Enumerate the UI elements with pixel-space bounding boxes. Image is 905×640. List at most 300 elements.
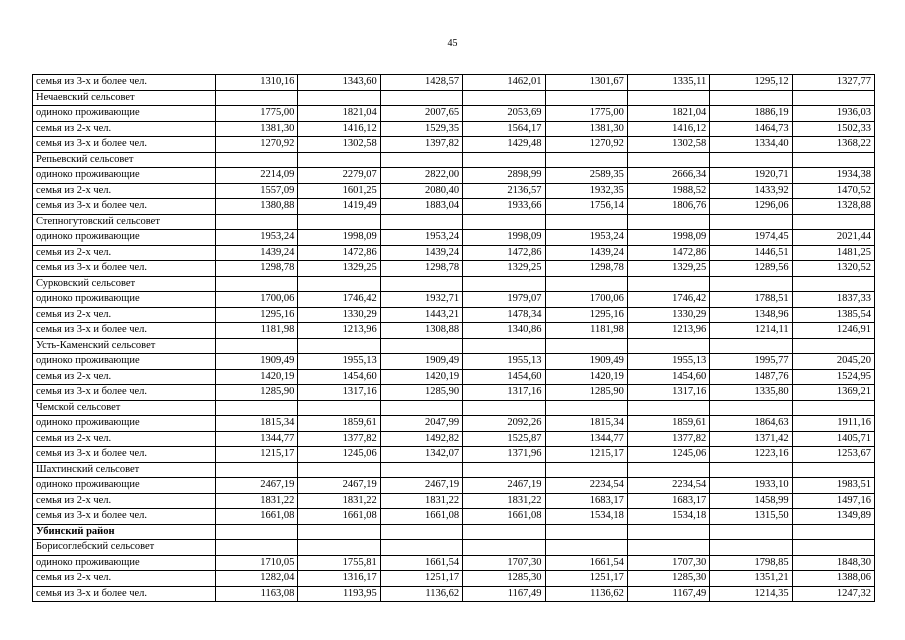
table-cell-value: 1955,13 <box>298 354 380 370</box>
empty-cell <box>380 540 462 556</box>
table-cell-value: 1245,06 <box>298 447 380 463</box>
table-cell-value: 2136,57 <box>463 183 545 199</box>
table-cell-value: 1317,16 <box>298 385 380 401</box>
empty-cell <box>627 214 709 230</box>
settlement-name: Борисоглебский сельсовет <box>33 540 216 556</box>
table-cell-value: 1193,95 <box>298 586 380 602</box>
table-cell-value: 1420,19 <box>545 369 627 385</box>
table-cell-value: 1344,77 <box>216 431 298 447</box>
empty-cell <box>216 338 298 354</box>
empty-cell <box>545 152 627 168</box>
empty-cell <box>627 524 709 540</box>
table-cell-value: 1296,06 <box>710 199 792 215</box>
settlement-heading-row <box>33 214 875 230</box>
table-row <box>33 385 875 401</box>
empty-cell <box>298 276 380 292</box>
table-cell-value: 1909,49 <box>380 354 462 370</box>
table-cell-value: 1270,92 <box>216 137 298 153</box>
empty-cell <box>627 152 709 168</box>
table-cell-value: 1821,04 <box>298 106 380 122</box>
table-cell-value: 1329,25 <box>463 261 545 277</box>
table-row <box>33 555 875 571</box>
table-cell-value: 2234,54 <box>627 478 709 494</box>
cost-table <box>32 74 875 602</box>
table-cell-value: 1349,89 <box>792 509 874 525</box>
table-cell-value: 1329,25 <box>627 261 709 277</box>
table-cell-value: 1798,85 <box>710 555 792 571</box>
table-cell-value: 1329,25 <box>298 261 380 277</box>
settlement-heading-row <box>33 276 875 292</box>
table-cell-value: 1601,25 <box>298 183 380 199</box>
table-cell-value: 1251,17 <box>545 571 627 587</box>
empty-cell <box>298 90 380 106</box>
table-row <box>33 354 875 370</box>
table-row <box>33 307 875 323</box>
table-cell-value: 1317,16 <box>627 385 709 401</box>
empty-cell <box>463 152 545 168</box>
table-row <box>33 230 875 246</box>
table-cell-value: 1301,67 <box>545 75 627 91</box>
empty-cell <box>380 338 462 354</box>
table-cell-value: 1381,30 <box>216 121 298 137</box>
table-cell-value: 1377,82 <box>627 431 709 447</box>
row-label: семья из 3-х и более чел. <box>33 447 216 463</box>
table-cell-value: 1328,88 <box>792 199 874 215</box>
table-cell-value: 1295,16 <box>545 307 627 323</box>
table-row <box>33 447 875 463</box>
table-cell-value: 1837,33 <box>792 292 874 308</box>
settlement-name: Репьевский сельсовет <box>33 152 216 168</box>
table-cell-value: 1557,09 <box>216 183 298 199</box>
table-cell-value: 1213,96 <box>298 323 380 339</box>
row-label: одиноко проживающие <box>33 106 216 122</box>
empty-cell <box>216 524 298 540</box>
table-cell-value: 1462,01 <box>463 75 545 91</box>
empty-cell <box>627 540 709 556</box>
settlement-name: Чемской сельсовет <box>33 400 216 416</box>
table-cell-value: 1710,05 <box>216 555 298 571</box>
table-cell-value: 1933,66 <box>463 199 545 215</box>
table-cell-value: 2898,99 <box>463 168 545 184</box>
table-cell-value: 1955,13 <box>463 354 545 370</box>
empty-cell <box>792 540 874 556</box>
table-cell-value: 1246,91 <box>792 323 874 339</box>
table-cell-value: 1983,51 <box>792 478 874 494</box>
table-cell-value: 1348,96 <box>710 307 792 323</box>
row-label: семья из 3-х и более чел. <box>33 509 216 525</box>
table-cell-value: 1419,49 <box>298 199 380 215</box>
empty-cell <box>627 338 709 354</box>
settlement-heading-row <box>33 338 875 354</box>
row-label: семья из 3-х и более чел. <box>33 385 216 401</box>
table-row <box>33 509 875 525</box>
empty-cell <box>792 214 874 230</box>
empty-cell <box>380 214 462 230</box>
table-cell-value: 1381,30 <box>545 121 627 137</box>
table-cell-value: 1775,00 <box>545 106 627 122</box>
table-cell-value: 1886,19 <box>710 106 792 122</box>
table-cell-value: 1661,54 <box>545 555 627 571</box>
table-cell-value: 1815,34 <box>545 416 627 432</box>
table-cell-value: 1416,12 <box>298 121 380 137</box>
table-row <box>33 431 875 447</box>
empty-cell <box>627 400 709 416</box>
table-cell-value: 1335,80 <box>710 385 792 401</box>
table-cell-value: 1998,09 <box>627 230 709 246</box>
table-cell-value: 2589,35 <box>545 168 627 184</box>
row-label: одиноко проживающие <box>33 292 216 308</box>
table-cell-value: 1788,51 <box>710 292 792 308</box>
table-cell-value: 1439,24 <box>380 245 462 261</box>
table-cell-value: 1746,42 <box>298 292 380 308</box>
empty-cell <box>298 214 380 230</box>
empty-cell <box>216 214 298 230</box>
table-cell-value: 1534,18 <box>627 509 709 525</box>
table-cell-value: 1302,58 <box>298 137 380 153</box>
table-cell-value: 1524,95 <box>792 369 874 385</box>
table-cell-value: 1285,90 <box>545 385 627 401</box>
table-cell-value: 2467,19 <box>463 478 545 494</box>
table-cell-value: 2234,54 <box>545 478 627 494</box>
table-cell-value: 1661,08 <box>463 509 545 525</box>
table-cell-value: 2666,34 <box>627 168 709 184</box>
table-row <box>33 245 875 261</box>
table-cell-value: 1136,62 <box>380 586 462 602</box>
empty-cell <box>298 462 380 478</box>
table-cell-value: 1911,16 <box>792 416 874 432</box>
table-cell-value: 1746,42 <box>627 292 709 308</box>
table-cell-value: 1933,10 <box>710 478 792 494</box>
empty-cell <box>298 540 380 556</box>
empty-cell <box>627 462 709 478</box>
table-cell-value: 1330,29 <box>627 307 709 323</box>
table-cell-value: 1439,24 <box>545 245 627 261</box>
empty-cell <box>463 462 545 478</box>
table-cell-value: 1756,14 <box>545 199 627 215</box>
row-label: семья из 2-х чел. <box>33 431 216 447</box>
table-cell-value: 1433,92 <box>710 183 792 199</box>
table-cell-value: 2080,40 <box>380 183 462 199</box>
table-cell-value: 1335,11 <box>627 75 709 91</box>
table-body <box>33 75 875 602</box>
table-cell-value: 1454,60 <box>463 369 545 385</box>
table-cell-value: 1371,42 <box>710 431 792 447</box>
table-cell-value: 1502,33 <box>792 121 874 137</box>
settlement-heading-row <box>33 400 875 416</box>
row-label: одиноко проживающие <box>33 416 216 432</box>
table-cell-value: 1295,12 <box>710 75 792 91</box>
table-cell-value: 1308,88 <box>380 323 462 339</box>
table-cell-value: 1388,06 <box>792 571 874 587</box>
table-cell-value: 1371,96 <box>463 447 545 463</box>
table-cell-value: 1859,61 <box>298 416 380 432</box>
settlement-heading-row <box>33 90 875 106</box>
table-cell-value: 2214,09 <box>216 168 298 184</box>
empty-cell <box>627 90 709 106</box>
table-cell-value: 1955,13 <box>627 354 709 370</box>
table-cell-value: 1683,17 <box>545 493 627 509</box>
row-label: семья из 3-х и более чел. <box>33 323 216 339</box>
table-cell-value: 1317,16 <box>463 385 545 401</box>
table-cell-value: 1472,86 <box>298 245 380 261</box>
table-cell-value: 1831,22 <box>463 493 545 509</box>
empty-cell <box>792 338 874 354</box>
table-cell-value: 1470,52 <box>792 183 874 199</box>
table-row <box>33 323 875 339</box>
table-row <box>33 292 875 308</box>
table-cell-value: 1683,17 <box>627 493 709 509</box>
table-row <box>33 183 875 199</box>
row-label: одиноко проживающие <box>33 354 216 370</box>
table-row <box>33 416 875 432</box>
row-label: одиноко проживающие <box>33 478 216 494</box>
table-cell-value: 1497,16 <box>792 493 874 509</box>
table-cell-value: 1405,71 <box>792 431 874 447</box>
table-cell-value: 1167,49 <box>627 586 709 602</box>
table-cell-value: 1167,49 <box>463 586 545 602</box>
page-number: 45 <box>447 38 458 49</box>
table-cell-value: 1700,06 <box>545 292 627 308</box>
table-cell-value: 1342,07 <box>380 447 462 463</box>
settlement-heading-row <box>33 152 875 168</box>
table-cell-value: 1953,24 <box>380 230 462 246</box>
empty-cell <box>463 214 545 230</box>
table-cell-value: 1472,86 <box>627 245 709 261</box>
table-row <box>33 106 875 122</box>
table-cell-value: 1454,60 <box>298 369 380 385</box>
table-cell-value: 1340,86 <box>463 323 545 339</box>
settlement-name: Сурковский сельсовет <box>33 276 216 292</box>
row-label: семья из 3-х и более чел. <box>33 586 216 602</box>
table-cell-value: 1334,40 <box>710 137 792 153</box>
empty-cell <box>216 276 298 292</box>
empty-cell <box>545 214 627 230</box>
table-cell-value: 1661,54 <box>380 555 462 571</box>
empty-cell <box>710 524 792 540</box>
table-cell-value: 2092,26 <box>463 416 545 432</box>
table-cell-value: 1864,63 <box>710 416 792 432</box>
table-cell-value: 2053,69 <box>463 106 545 122</box>
table-cell-value: 1859,61 <box>627 416 709 432</box>
table-cell-value: 1369,21 <box>792 385 874 401</box>
table-cell-value: 1534,18 <box>545 509 627 525</box>
empty-cell <box>463 400 545 416</box>
table-cell-value: 2467,19 <box>298 478 380 494</box>
empty-cell <box>710 338 792 354</box>
row-label: семья из 2-х чел. <box>33 121 216 137</box>
empty-cell <box>545 400 627 416</box>
empty-cell <box>545 338 627 354</box>
table-cell-value: 2822,00 <box>380 168 462 184</box>
table-cell-value: 1979,07 <box>463 292 545 308</box>
empty-cell <box>463 338 545 354</box>
table-row <box>33 137 875 153</box>
row-label: семья из 3-х и более чел. <box>33 261 216 277</box>
table-cell-value: 1454,60 <box>627 369 709 385</box>
table-cell-value: 1998,09 <box>463 230 545 246</box>
table-cell-value: 1420,19 <box>380 369 462 385</box>
table-cell-value: 1397,82 <box>380 137 462 153</box>
table-cell-value: 1439,24 <box>216 245 298 261</box>
table-cell-value: 1416,12 <box>627 121 709 137</box>
table-cell-value: 1446,51 <box>710 245 792 261</box>
table-row <box>33 75 875 91</box>
empty-cell <box>545 90 627 106</box>
table-cell-value: 1181,98 <box>545 323 627 339</box>
table-cell-value: 1429,48 <box>463 137 545 153</box>
empty-cell <box>380 276 462 292</box>
empty-cell <box>710 276 792 292</box>
table-cell-value: 1831,22 <box>298 493 380 509</box>
settlement-name: Степногутовский сельсовет <box>33 214 216 230</box>
table-cell-value: 1351,21 <box>710 571 792 587</box>
table-cell-value: 1315,50 <box>710 509 792 525</box>
row-label: одиноко проживающие <box>33 168 216 184</box>
table-cell-value: 1285,30 <box>463 571 545 587</box>
table-row <box>33 261 875 277</box>
table-cell-value: 1215,17 <box>216 447 298 463</box>
table-cell-value: 1295,16 <box>216 307 298 323</box>
empty-cell <box>298 338 380 354</box>
table-cell-value: 1492,82 <box>380 431 462 447</box>
empty-cell <box>545 540 627 556</box>
empty-cell <box>710 540 792 556</box>
table-cell-value: 1458,99 <box>710 493 792 509</box>
table-cell-value: 1163,08 <box>216 586 298 602</box>
settlement-name: Шахтинский сельсовет <box>33 462 216 478</box>
table-cell-value: 1298,78 <box>216 261 298 277</box>
table-cell-value: 1247,32 <box>792 586 874 602</box>
row-label: семья из 3-х и более чел. <box>33 199 216 215</box>
row-label: одиноко проживающие <box>33 230 216 246</box>
table-row <box>33 121 875 137</box>
table-cell-value: 1775,00 <box>216 106 298 122</box>
row-label: семья из 3-х и более чел. <box>33 137 216 153</box>
empty-cell <box>792 462 874 478</box>
row-label: одиноко проживающие <box>33 555 216 571</box>
table-cell-value: 2021,44 <box>792 230 874 246</box>
settlement-heading-row <box>33 462 875 478</box>
empty-cell <box>710 214 792 230</box>
table-cell-value: 1270,92 <box>545 137 627 153</box>
table-cell-value: 1215,17 <box>545 447 627 463</box>
row-label: семья из 2-х чел. <box>33 493 216 509</box>
table-cell-value: 1755,81 <box>298 555 380 571</box>
table-cell-value: 1564,17 <box>463 121 545 137</box>
empty-cell <box>545 462 627 478</box>
table-cell-value: 1214,35 <box>710 586 792 602</box>
row-label: семья из 3-х и более чел. <box>33 75 216 91</box>
empty-cell <box>380 152 462 168</box>
empty-cell <box>298 400 380 416</box>
table-cell-value: 1529,35 <box>380 121 462 137</box>
row-label: семья из 2-х чел. <box>33 245 216 261</box>
empty-cell <box>545 276 627 292</box>
table-row <box>33 168 875 184</box>
table-cell-value: 1472,86 <box>463 245 545 261</box>
settlement-name: Нечаевский сельсовет <box>33 90 216 106</box>
table-cell-value: 1806,76 <box>627 199 709 215</box>
table-cell-value: 1428,57 <box>380 75 462 91</box>
table-cell-value: 1214,11 <box>710 323 792 339</box>
empty-cell <box>792 90 874 106</box>
empty-cell <box>216 90 298 106</box>
table-cell-value: 2467,19 <box>216 478 298 494</box>
empty-cell <box>463 90 545 106</box>
table-cell-value: 1934,38 <box>792 168 874 184</box>
table-cell-value: 1700,06 <box>216 292 298 308</box>
empty-cell <box>380 462 462 478</box>
table-cell-value: 1213,96 <box>627 323 709 339</box>
empty-cell <box>216 540 298 556</box>
table-cell-value: 1136,62 <box>545 586 627 602</box>
table-cell-value: 1661,08 <box>298 509 380 525</box>
table-cell-value: 1988,52 <box>627 183 709 199</box>
table-cell-value: 2467,19 <box>380 478 462 494</box>
table-cell-value: 2047,99 <box>380 416 462 432</box>
table-cell-value: 1181,98 <box>216 323 298 339</box>
table-cell-value: 1909,49 <box>545 354 627 370</box>
empty-cell <box>380 90 462 106</box>
table-cell-value: 2045,20 <box>792 354 874 370</box>
district-name: Убинский район <box>33 524 216 540</box>
table-row <box>33 478 875 494</box>
table-cell-value: 1481,25 <box>792 245 874 261</box>
table-cell-value: 1707,30 <box>627 555 709 571</box>
row-label: семья из 2-х чел. <box>33 183 216 199</box>
empty-cell <box>463 540 545 556</box>
table-cell-value: 1995,77 <box>710 354 792 370</box>
empty-cell <box>216 462 298 478</box>
table-cell-value: 1525,87 <box>463 431 545 447</box>
table-cell-value: 1848,30 <box>792 555 874 571</box>
row-label: семья из 2-х чел. <box>33 369 216 385</box>
table-cell-value: 1831,22 <box>380 493 462 509</box>
table-cell-value: 1487,76 <box>710 369 792 385</box>
table-cell-value: 1285,30 <box>627 571 709 587</box>
table-cell-value: 1320,52 <box>792 261 874 277</box>
table-cell-value: 1289,56 <box>710 261 792 277</box>
empty-cell <box>380 524 462 540</box>
settlement-heading-row <box>33 540 875 556</box>
empty-cell <box>792 276 874 292</box>
table-cell-value: 1385,54 <box>792 307 874 323</box>
empty-cell <box>463 276 545 292</box>
table-cell-value: 1815,34 <box>216 416 298 432</box>
settlement-name: Усть-Каменский сельсовет <box>33 338 216 354</box>
empty-cell <box>545 524 627 540</box>
empty-cell <box>710 462 792 478</box>
table-cell-value: 1377,82 <box>298 431 380 447</box>
table-cell-value: 1298,78 <box>380 261 462 277</box>
table-cell-value: 1330,29 <box>298 307 380 323</box>
table-cell-value: 1932,71 <box>380 292 462 308</box>
table-cell-value: 1327,77 <box>792 75 874 91</box>
empty-cell <box>380 400 462 416</box>
table-cell-value: 1223,16 <box>710 447 792 463</box>
table-cell-value: 1909,49 <box>216 354 298 370</box>
table-cell-value: 1316,17 <box>298 571 380 587</box>
table-cell-value: 1245,06 <box>627 447 709 463</box>
empty-cell <box>792 152 874 168</box>
empty-cell <box>627 276 709 292</box>
table-cell-value: 1285,90 <box>380 385 462 401</box>
table-cell-value: 1831,22 <box>216 493 298 509</box>
table-cell-value: 1953,24 <box>216 230 298 246</box>
empty-cell <box>216 400 298 416</box>
table-cell-value: 1310,16 <box>216 75 298 91</box>
table-cell-value: 1420,19 <box>216 369 298 385</box>
